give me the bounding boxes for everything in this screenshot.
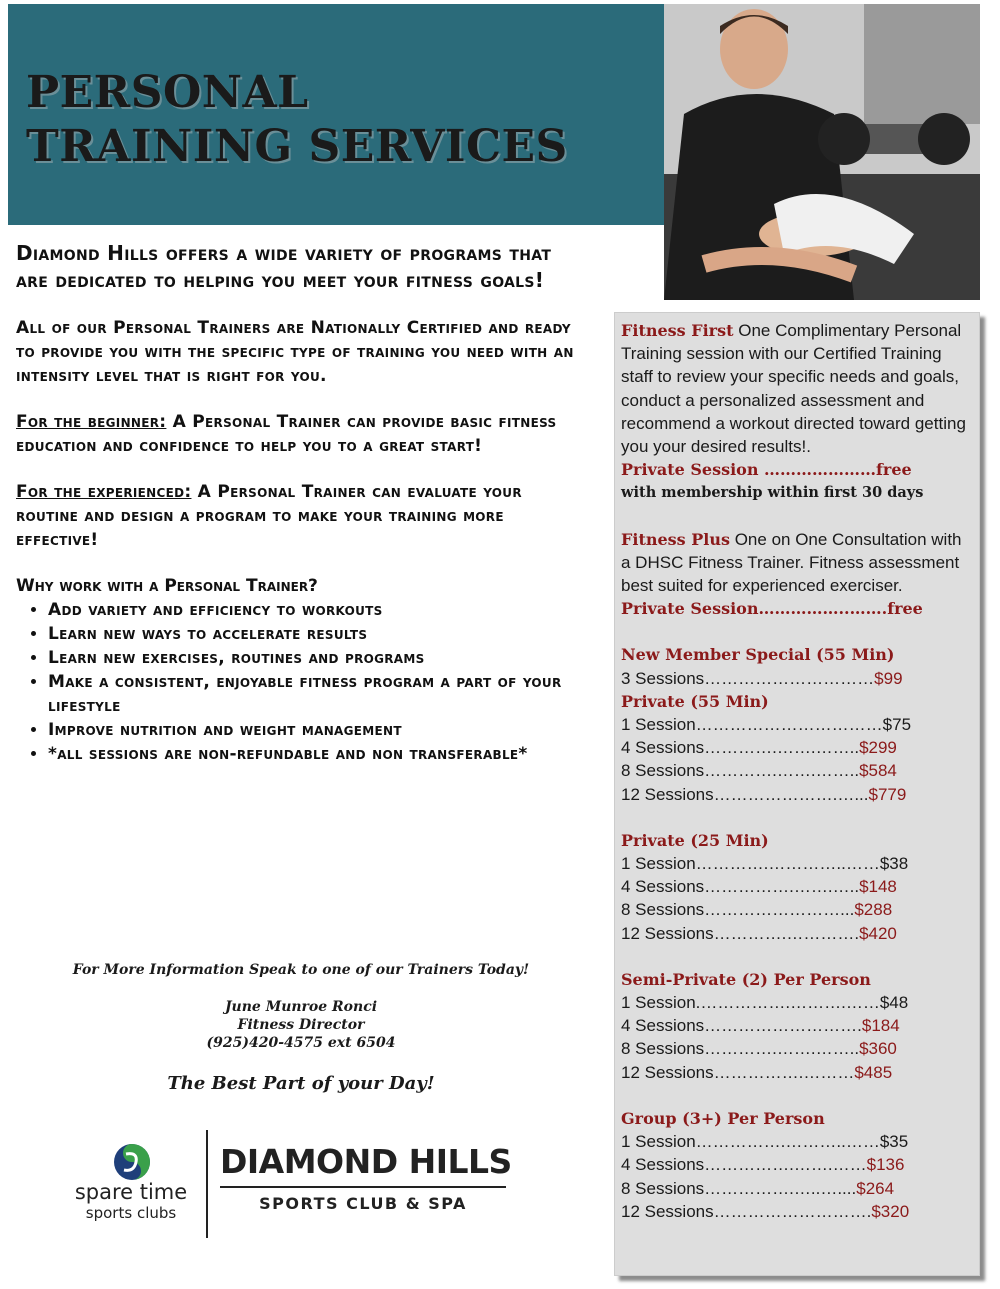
price-row <box>621 922 973 945</box>
private-25-title: Private (25 Min) <box>621 830 769 850</box>
diamond-hills-name: DIAMOND HILLS <box>220 1142 512 1181</box>
fitness-first-text <box>621 319 973 458</box>
benefit-item: • Make a consistent, enjoyable fitness program a part of your lifestyle <box>48 670 576 718</box>
price-row-value: $288 <box>854 900 893 920</box>
price-row-label: 8 Sessions……………………... <box>621 900 855 920</box>
price-row-label: 4 Sessions…………….…….….. <box>621 877 860 897</box>
price-row <box>621 1061 973 1084</box>
trainer-photo-illustration <box>664 4 980 300</box>
price-row-value: $420 <box>859 923 897 943</box>
price-row <box>621 736 973 759</box>
benefit-item: • Learn new ways to accelerate results <box>48 622 576 646</box>
fitness-first-desc: One Complimentary Personal Training session with our Certified Training staff to review your specific needs and goals, conduct a personalized assessment and recommend a workout directed toward getting you your desired results!. <box>621 321 966 457</box>
price-row <box>621 667 973 690</box>
spacer <box>621 620 973 643</box>
spare-time-subtitle: sports clubs <box>85 1204 177 1222</box>
title-line-2: TRAINING SERVICES <box>26 121 568 172</box>
spare-time-name: spare time <box>74 1180 188 1204</box>
price-row-label: 12 Sessions………………………. <box>621 1201 872 1221</box>
price-row <box>621 1177 973 1200</box>
spacer <box>621 945 973 968</box>
experienced-label: For the experienced: <box>16 482 192 502</box>
price-row-label: 4 Sessions………………………. <box>621 1016 862 1036</box>
price-row-label: 12 Sessions………………….…... <box>621 784 869 804</box>
contact-role: Fitness Director <box>237 1017 365 1033</box>
services-description <box>16 240 576 766</box>
price-row-value: $48 <box>879 993 909 1013</box>
price-row-label: 8 Sessions…………….…..….... <box>621 1178 857 1198</box>
price-row-value: $360 <box>859 1039 897 1059</box>
group-title: Group (3+) Per Person <box>621 1108 825 1128</box>
price-row <box>621 1130 973 1153</box>
price-row-value: $75 <box>882 715 912 735</box>
beginner-label: For the beginner: <box>16 412 167 432</box>
contact-phone: (925)420-4575 ext 6504 <box>206 1035 396 1051</box>
price-row-value: $99 <box>874 668 903 688</box>
price-row <box>621 1037 973 1060</box>
fitness-plus-text <box>621 528 973 598</box>
diamond-hills-subtitle: SPORTS CLUB & SPA <box>259 1194 467 1213</box>
logo-divider <box>206 1130 208 1238</box>
benefit-item: • Add variety and efficiency to workouts <box>48 598 576 622</box>
price-row-label: 1 Session…………….………..…… <box>621 1132 880 1152</box>
experienced-body: A Personal Trainer can evaluate your routine and design a program to make your training more effective! <box>16 482 522 550</box>
beginner-text <box>16 410 576 458</box>
price-row-label: 12 Sessions…………….……… <box>621 1062 855 1082</box>
price-row-value: $299 <box>859 738 897 758</box>
certification-text: All of our Personal Trainers are Nationally Certified and ready to provide you with the specific type of training you need with an intensity level that is right for you. <box>16 318 574 386</box>
price-row <box>621 991 973 1014</box>
price-row <box>621 783 973 806</box>
price-row <box>621 759 973 782</box>
benefit-item: • Learn new exercises, routines and programs <box>48 646 576 670</box>
price-row-value: $485 <box>854 1062 893 1082</box>
price-row-value: $264 <box>856 1178 895 1198</box>
price-row-label: 1 Session………….…………..…… <box>621 854 880 874</box>
new-member-title: New Member Special (55 Min) <box>621 645 895 665</box>
price-row-label: 3 Sessions………………………… <box>621 668 875 688</box>
pricing-panel <box>614 312 980 1276</box>
fitness-first-note: with membership within first 30 days <box>621 484 924 502</box>
benefits-list <box>16 598 576 766</box>
spacer <box>621 1084 973 1107</box>
contact-name: June Munroe Ronci <box>224 999 378 1015</box>
intro-text: Diamond Hills offers a wide variety of programs that are dedicated to helping you meet your fitness goals! <box>16 241 552 292</box>
price-row <box>621 713 973 736</box>
contact-block <box>16 960 586 1096</box>
contact-cta: For More Information Speak to one of our Trainers Today! <box>72 962 530 978</box>
price-row-value: $35 <box>879 1132 909 1152</box>
fitness-plus-label: Fitness Plus <box>621 529 730 549</box>
semi-private-title: Semi-Private (2) Per Person <box>621 969 871 989</box>
price-row <box>621 898 973 921</box>
price-row-label: 8 Sessions………….…….…….. <box>621 1039 860 1059</box>
price-row-value: $38 <box>879 854 909 874</box>
title-line-1: PERSONAL <box>26 67 309 118</box>
price-row-value: $184 <box>861 1016 900 1036</box>
price-row-value: $136 <box>866 1155 905 1175</box>
benefit-item: • *all sessions are non-refundable and non transferable* <box>48 742 576 766</box>
price-row-value: $320 <box>871 1201 910 1221</box>
logo-strip <box>66 1130 516 1240</box>
price-row <box>621 1153 973 1176</box>
benefit-item: • Improve nutrition and weight management <box>48 718 576 742</box>
spare-time-logo-icon <box>112 1142 152 1182</box>
price-row-label: 8 Sessions………….…….…….. <box>621 761 860 781</box>
price-row-value: $779 <box>868 784 907 804</box>
price-row-label: 1 Session.…………….……….…… <box>621 993 880 1013</box>
price-row-label: 4 Sessions…………….…….…… <box>621 1155 867 1175</box>
spacer <box>621 806 973 829</box>
price-row <box>621 852 973 875</box>
beginner-body: A Personal Trainer can provide basic fitness education and confidence to help you to a great start! <box>16 412 557 456</box>
diamond-hills-rule <box>220 1186 506 1188</box>
page-title <box>26 66 568 174</box>
trainer-photo <box>664 4 980 300</box>
price-row-label: 12 Sessions………….…………. <box>621 923 860 943</box>
fitness-first-price: Private Session …………………free <box>621 460 912 480</box>
experienced-text <box>16 480 576 552</box>
price-row-label: 4 Sessions………….…….…….. <box>621 738 860 758</box>
price-row-value: $148 <box>859 877 897 897</box>
spacer <box>621 505 973 528</box>
fitness-first-label: Fitness First <box>621 321 734 340</box>
price-row <box>621 1014 973 1037</box>
price-row <box>621 1200 973 1223</box>
private-55-title: Private (55 Min) <box>621 691 769 711</box>
price-row-label: 1 Session…………………………… <box>621 715 883 735</box>
price-row <box>621 875 973 898</box>
why-heading: Why work with a Personal Trainer? <box>16 576 318 596</box>
price-row-value: $584 <box>859 761 897 781</box>
fitness-plus-desc: One on One Consultation with a DHSC Fitness Trainer. Fitness assessment best suited for experienced exerciser. <box>621 529 962 596</box>
fitness-plus-price: Private Session……………..…….free <box>621 599 923 619</box>
tagline: The Best Part of your Day! <box>167 1073 435 1094</box>
